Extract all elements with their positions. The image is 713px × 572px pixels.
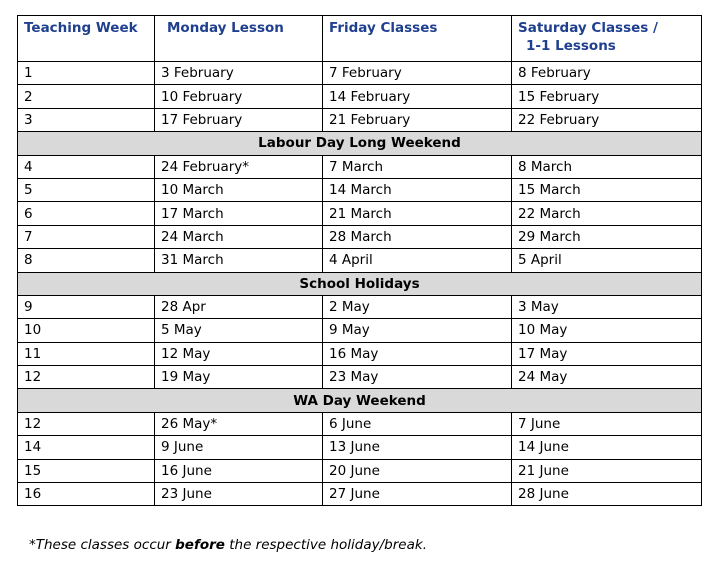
week-cell: 7 [18,225,155,248]
table-row [18,342,702,365]
saturday-cell: 17 May [512,342,702,365]
monday-cell: 16 June [155,459,323,482]
monday-cell: 31 March [155,249,323,272]
header-saturday-line1: Saturday Classes / [518,20,658,36]
break-row [18,389,702,412]
saturday-cell: 10 May [512,319,702,342]
friday-cell: 2 May [323,295,512,318]
week-cell: 14 [18,436,155,459]
saturday-cell: 15 February [512,85,702,108]
week-cell: 2 [18,85,155,108]
week-cell: 12 [18,412,155,435]
table-row [18,295,702,318]
table-row [18,85,702,108]
monday-cell: 10 March [155,178,323,201]
monday-cell: 24 March [155,225,323,248]
header-saturday-classes [512,16,702,62]
week-cell: 5 [18,178,155,201]
header-friday-classes: Friday Classes [323,16,512,62]
saturday-cell: 22 March [512,202,702,225]
monday-cell: 24 February* [155,155,323,178]
teaching-schedule-table [17,15,702,506]
table-row [18,202,702,225]
break-label: School Holidays [18,272,702,295]
week-cell: 11 [18,342,155,365]
week-cell: 3 [18,108,155,131]
monday-cell: 23 June [155,483,323,506]
footnote [29,537,427,553]
week-cell: 15 [18,459,155,482]
monday-cell: 9 June [155,436,323,459]
monday-cell: 19 May [155,366,323,389]
saturday-cell: 29 March [512,225,702,248]
friday-cell: 23 May [323,366,512,389]
footnote-text-after: the respective holiday/break. [224,537,427,553]
friday-cell: 7 February [323,62,512,85]
week-cell: 9 [18,295,155,318]
saturday-cell: 21 June [512,459,702,482]
friday-cell: 9 May [323,319,512,342]
footnote-text-before: *These classes occur [29,537,176,553]
monday-cell: 12 May [155,342,323,365]
table-row [18,108,702,131]
saturday-cell: 22 February [512,108,702,131]
table-row [18,62,702,85]
week-cell: 6 [18,202,155,225]
monday-cell: 26 May* [155,412,323,435]
header-teaching-week: Teaching Week [18,16,155,62]
saturday-cell: 8 February [512,62,702,85]
monday-cell: 3 February [155,62,323,85]
saturday-cell: 28 June [512,483,702,506]
saturday-cell: 5 April [512,249,702,272]
friday-cell: 4 April [323,249,512,272]
week-cell: 12 [18,366,155,389]
header-saturday-line2: 1-1 Lessons [526,38,616,54]
monday-cell: 17 March [155,202,323,225]
week-cell: 8 [18,249,155,272]
table-row [18,225,702,248]
friday-cell: 16 May [323,342,512,365]
table-row [18,483,702,506]
saturday-cell: 7 June [512,412,702,435]
friday-cell: 14 February [323,85,512,108]
friday-cell: 7 March [323,155,512,178]
saturday-cell: 8 March [512,155,702,178]
friday-cell: 20 June [323,459,512,482]
break-label: Labour Day Long Weekend [18,132,702,155]
break-label: WA Day Weekend [18,389,702,412]
friday-cell: 6 June [323,412,512,435]
friday-cell: 21 March [323,202,512,225]
break-row [18,132,702,155]
friday-cell: 21 February [323,108,512,131]
saturday-cell: 15 March [512,178,702,201]
table-row [18,436,702,459]
saturday-cell: 24 May [512,366,702,389]
table-row [18,319,702,342]
table-row [18,459,702,482]
monday-cell: 28 Apr [155,295,323,318]
header-monday-lesson: Monday Lesson [155,16,323,62]
friday-cell: 28 March [323,225,512,248]
footnote-emphasis: before [175,537,225,553]
monday-cell: 5 May [155,319,323,342]
friday-cell: 14 March [323,178,512,201]
saturday-cell: 3 May [512,295,702,318]
table-row [18,249,702,272]
monday-cell: 10 February [155,85,323,108]
monday-cell: 17 February [155,108,323,131]
table-row [18,412,702,435]
saturday-cell: 14 June [512,436,702,459]
break-row [18,272,702,295]
friday-cell: 13 June [323,436,512,459]
header-row [18,16,702,62]
table-row [18,178,702,201]
week-cell: 4 [18,155,155,178]
friday-cell: 27 June [323,483,512,506]
week-cell: 1 [18,62,155,85]
week-cell: 10 [18,319,155,342]
table-row [18,366,702,389]
table-row [18,155,702,178]
week-cell: 16 [18,483,155,506]
